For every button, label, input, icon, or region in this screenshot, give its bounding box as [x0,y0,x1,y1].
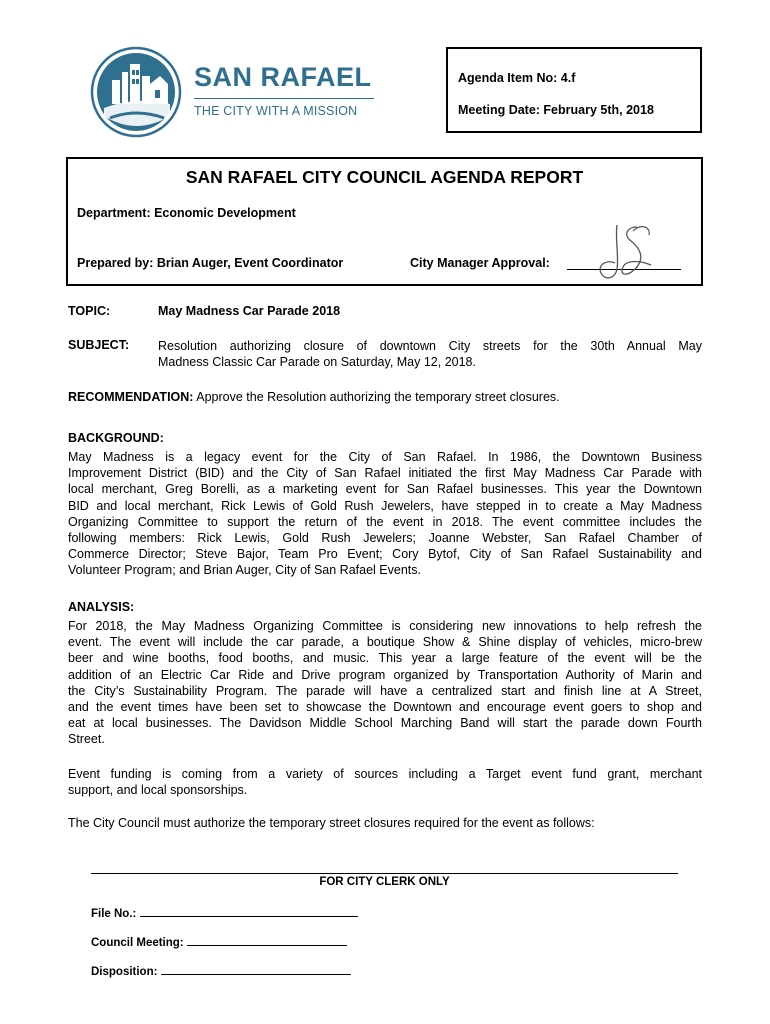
recommendation-label: RECOMMENDATION: [68,390,194,404]
topic-label: TOPIC: [68,304,111,318]
department: Department: Economic Development [77,206,296,220]
paragraph-line: the City’s Sustainability Program. The parade will have a centralized start and finish line at A Street, [68,683,702,698]
prepared-by: Prepared by: Brian Auger, Event Coordinator [77,256,344,270]
paragraph-line: Street. [68,732,105,747]
paragraph-line: local merchant, Greg Borelli, as a marketing event for San Rafael businesses. This year the Downtown [68,482,702,497]
paragraph-line: beer and wine booths, food booths, and music. This year a large feature of the event will be the [68,651,702,666]
san-rafael-logo [90,46,380,138]
paragraph-line: support, and local sponsorships. [68,783,248,798]
file-no-label: File No.: [91,908,137,920]
subject-line: Resolution authorizing closure of downtown City streets for the 30th Annual May [158,339,702,353]
file-no-field [91,905,358,920]
paragraph-line: eat at local businesses. The Davidson Middle School Marching Band will start the parade down Fourth [68,716,702,731]
subject-label: SUBJECT: [68,338,130,352]
topic-value: May Madness Car Parade 2018 [158,304,341,318]
paragraph-line: May Madness is a legacy event for the City of San Rafael. In 1986, the Downtown Business [68,450,702,464]
paragraph-line: Improvement District (BID) and the City of San Rafael initiated the first May Madness Car Parade with [68,466,702,481]
recommendation-text: Approve the Resolution authorizing the temporary street closures. [196,390,560,404]
paragraph-line: Commerce Director; Steve Bajor, Team Pro Event; Cory Bytof, City of San Rafael Sustainability and [68,547,702,562]
council-meeting-field [91,934,347,949]
subject-line: Madness Classic Car Parade on Saturday, May 12, 2018. [158,355,476,370]
agenda-item-number: Agenda Item No: 4.f [458,71,576,85]
funding-paragraph [68,766,702,798]
paragraph-line: Organizing Committee to support the return of the event in 2018. The event committee includes the [68,514,702,529]
file-no-blank [140,905,358,917]
analysis-heading: ANALYSIS: [68,600,135,614]
analysis-paragraph [68,618,702,748]
paragraph-line: and the event times have been set to showcase the Downtown and encourage event goers to shop and [68,700,702,715]
closing-sentence: The City Council must authorize the temporary street closures required for the event as follows: [68,816,595,830]
paragraph-line: Event funding is coming from a variety of sources including a Target event fund grant, merchant [68,767,702,781]
paragraph-line: following members: Rick Lewis, Gold Rush Jewelers; Joanne Webster, San Rafael Chamber of [68,531,702,546]
logo-tagline: THE CITY WITH A MISSION [194,104,358,118]
background-heading: BACKGROUND: [68,431,164,445]
paragraph-line: BID and local merchant, Rick Lewis of Gold Rush Jewelers, have stepped in to create a May Madness [68,498,702,513]
clerk-title: FOR CITY CLERK ONLY [319,876,450,888]
disposition-field [91,963,351,978]
approval-label: City Manager Approval: [410,256,550,270]
logo-name: SAN RAFAEL [194,62,372,92]
agenda-info-box [446,47,702,133]
council-meeting-blank [187,934,347,946]
paragraph-line: event. The event will include the car parade, a boutique Show & Shine display of vehicles, micro-brew [68,635,702,650]
council-meeting-label: Council Meeting: [91,937,184,949]
report-header-box [66,157,703,286]
logo-divider [194,98,374,99]
city-seal-icon [90,46,182,138]
clerk-divider [91,873,678,874]
paragraph-line: For 2018, the May Madness Organizing Committee is considering new innovations to help refresh the [68,619,702,633]
paragraph-line: addition of an Electric Car Ride and Drive program organized by Transportation Authority of Marin and [68,667,702,682]
paragraph-line: Volunteer Program; and Brian Auger, City of San Rafael Events. [68,563,421,578]
report-title: SAN RAFAEL CITY COUNCIL AGENDA REPORT [185,167,584,187]
subject-text [158,338,702,370]
handwritten-signature-icon [593,219,663,285]
background-paragraph [68,449,702,579]
disposition-blank [161,963,351,975]
recommendation [68,390,560,404]
meeting-date: Meeting Date: February 5th, 2018 [458,103,654,117]
disposition-label: Disposition: [91,966,158,978]
